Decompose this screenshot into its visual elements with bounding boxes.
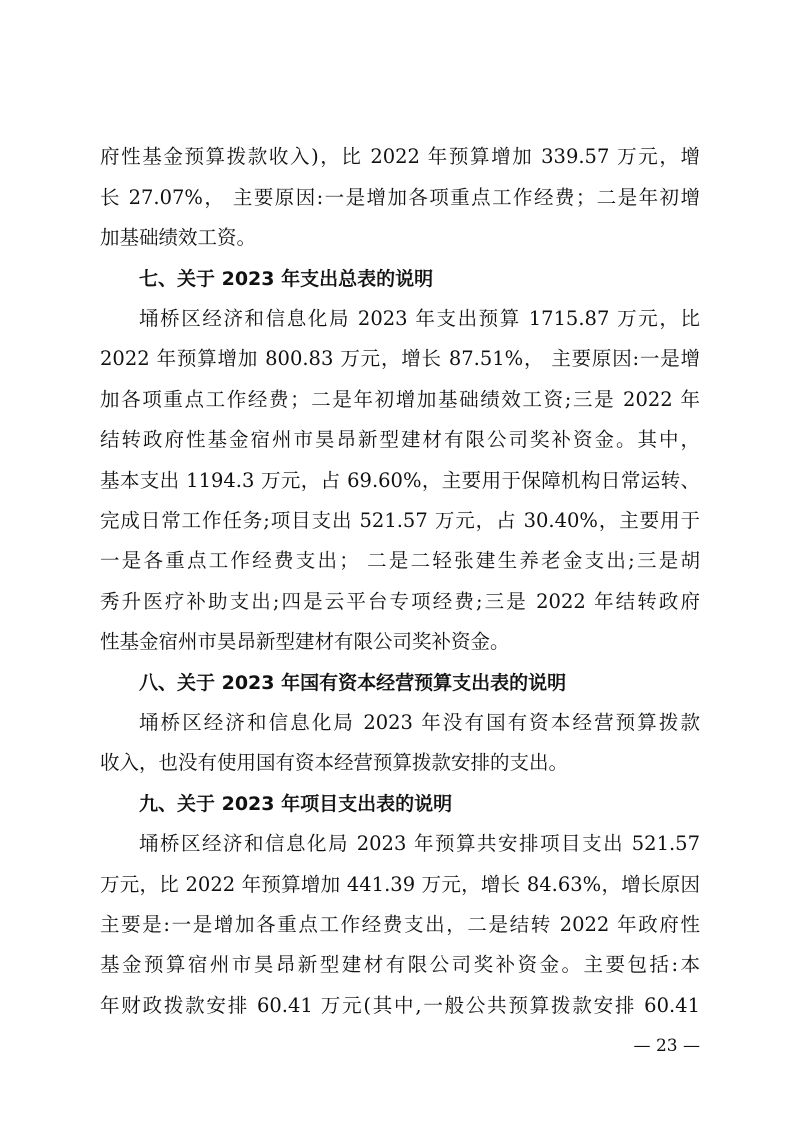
paragraph-line: 2022 年预算增加 800.83 万元，增长 87.51%， 主要原因:一是增 — [100, 347, 700, 370]
paragraph-line: 结转政府性基金宿州市昊昂新型建材有限公司奖补资金。其中， — [100, 428, 700, 451]
paragraph-line: 加基础绩效工资。 — [100, 226, 257, 249]
page-number: — 23 — — [633, 1036, 700, 1056]
paragraph-line: 埇桥区经济和信息化局 2023 年没有国有资本经营预算拨款 — [139, 711, 700, 734]
paragraph-line: 府性基金预算拨款收入)，比 2022 年预算增加 339.57 万元，增 — [100, 145, 700, 168]
paragraph-line: 主要是:一是增加各重点工作经费支出，二是结转 2022 年政府性 — [100, 913, 700, 936]
paragraph-line: 一是各重点工作经费支出； 二是二轻张建生养老金支出;三是胡 — [100, 549, 700, 572]
section-heading-9: 九、关于 2023 年项目支出表的说明 — [139, 793, 453, 815]
paragraph-line: 万元，比 2022 年预算增加 441.39 万元，增长 84.63%，增长原因 — [100, 873, 700, 896]
paragraph-line: 完成日常工作任务;项目支出 521.57 万元，占 30.40%，主要用于 — [100, 509, 700, 532]
paragraph-line: 秀升医疗补助支出;四是云平台专项经费;三是 2022 年结转政府 — [100, 590, 700, 613]
paragraph-line: 埇桥区经济和信息化局 2023 年支出预算 1715.87 万元，比 — [139, 307, 700, 330]
paragraph-line: 年财政拨款安排 60.41 万元(其中,一般公共预算拨款安排 60.41 — [100, 994, 700, 1017]
paragraph-line: 性基金宿州市昊昂新型建材有限公司奖补资金。 — [100, 630, 510, 653]
paragraph-line: 加各项重点工作经费；二是年初增加基础绩效工资;三是 2022 年 — [100, 388, 700, 411]
paragraph-line: 基本支出 1194.3 万元，占 69.60%，主要用于保障机构日常运转、 — [100, 469, 700, 492]
section-heading-7: 七、关于 2023 年支出总表的说明 — [139, 268, 434, 290]
paragraph-line: 收入，也没有使用国有资本经营预算拨款安排的支出。 — [100, 751, 569, 774]
section-heading-8: 八、关于 2023 年国有资本经营预算支出表的说明 — [139, 672, 567, 694]
paragraph-line: 埇桥区经济和信息化局 2023 年预算共安排项目支出 521.57 — [139, 832, 700, 855]
paragraph-line: 长 27.07%， 主要原因:一是增加各项重点工作经费；二是年初增 — [100, 186, 700, 209]
paragraph-line: 基金预算宿州市昊昂新型建材有限公司奖补资金。主要包括:本 — [100, 953, 700, 976]
